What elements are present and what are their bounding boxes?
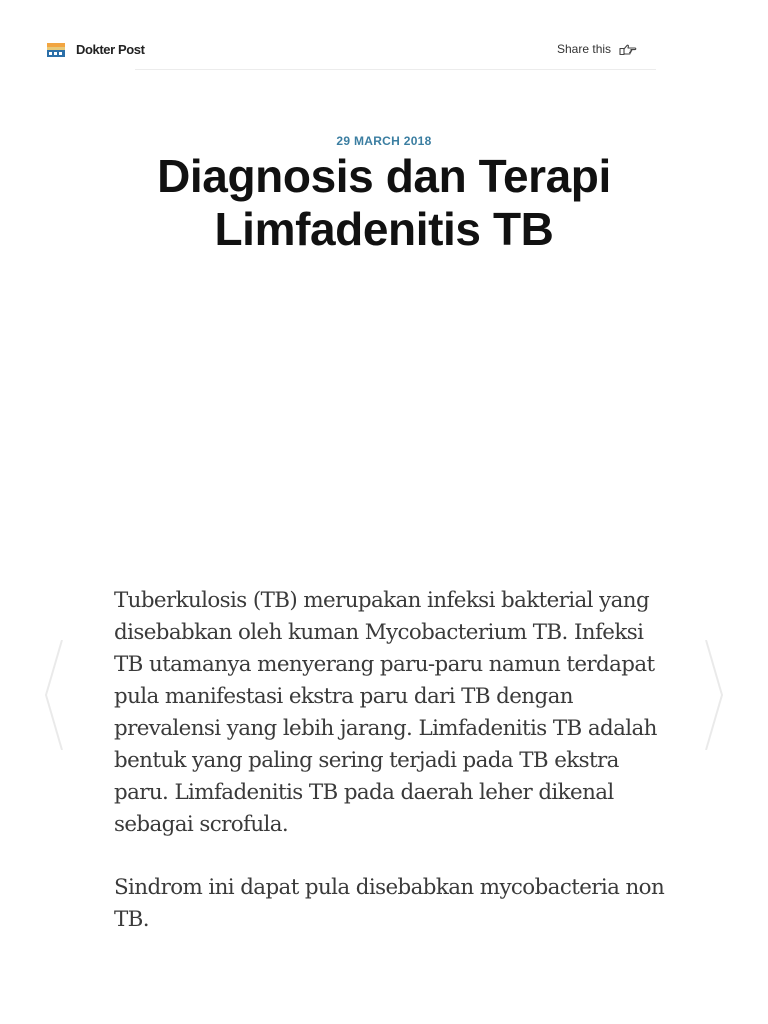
hand-pointer-icon xyxy=(619,42,637,56)
article-paragraph: Tuberkulosis (TB) merupakan infeksi bakterial yang disebabkan oleh kuman Mycobacterium TB. Infeksi TB utamanya menyerang paru-paru namun terdapat pula manifestasi ekstra paru dari TB dengan prevalensi yang lebih jarang. Limfadenitis TB adalah bentuk yang paling sering terjadi pada TB ekstra paru. Limfadenitis TB pada daerah leher dikenal sebagai scrofula. xyxy=(114,588,657,837)
next-arrow-icon xyxy=(704,640,724,750)
top-bar xyxy=(0,0,768,72)
article-paragraph: Sindrom ini dapat pula disebabkan mycobacteria non TB. xyxy=(114,875,665,932)
brand-link[interactable] xyxy=(47,42,145,57)
share-label: Share this xyxy=(557,42,612,56)
share-button[interactable] xyxy=(557,42,637,56)
article-body xyxy=(114,585,674,967)
previous-arrow-icon xyxy=(44,640,64,750)
header-divider xyxy=(135,69,656,70)
brand-name: Dokter Post xyxy=(76,42,145,57)
post-title: Diagnosis dan Terapi Limfadenitis TB xyxy=(157,150,611,255)
dokter-post-logo xyxy=(47,43,65,57)
post-date: 29 MARCH 2018 xyxy=(336,134,432,148)
